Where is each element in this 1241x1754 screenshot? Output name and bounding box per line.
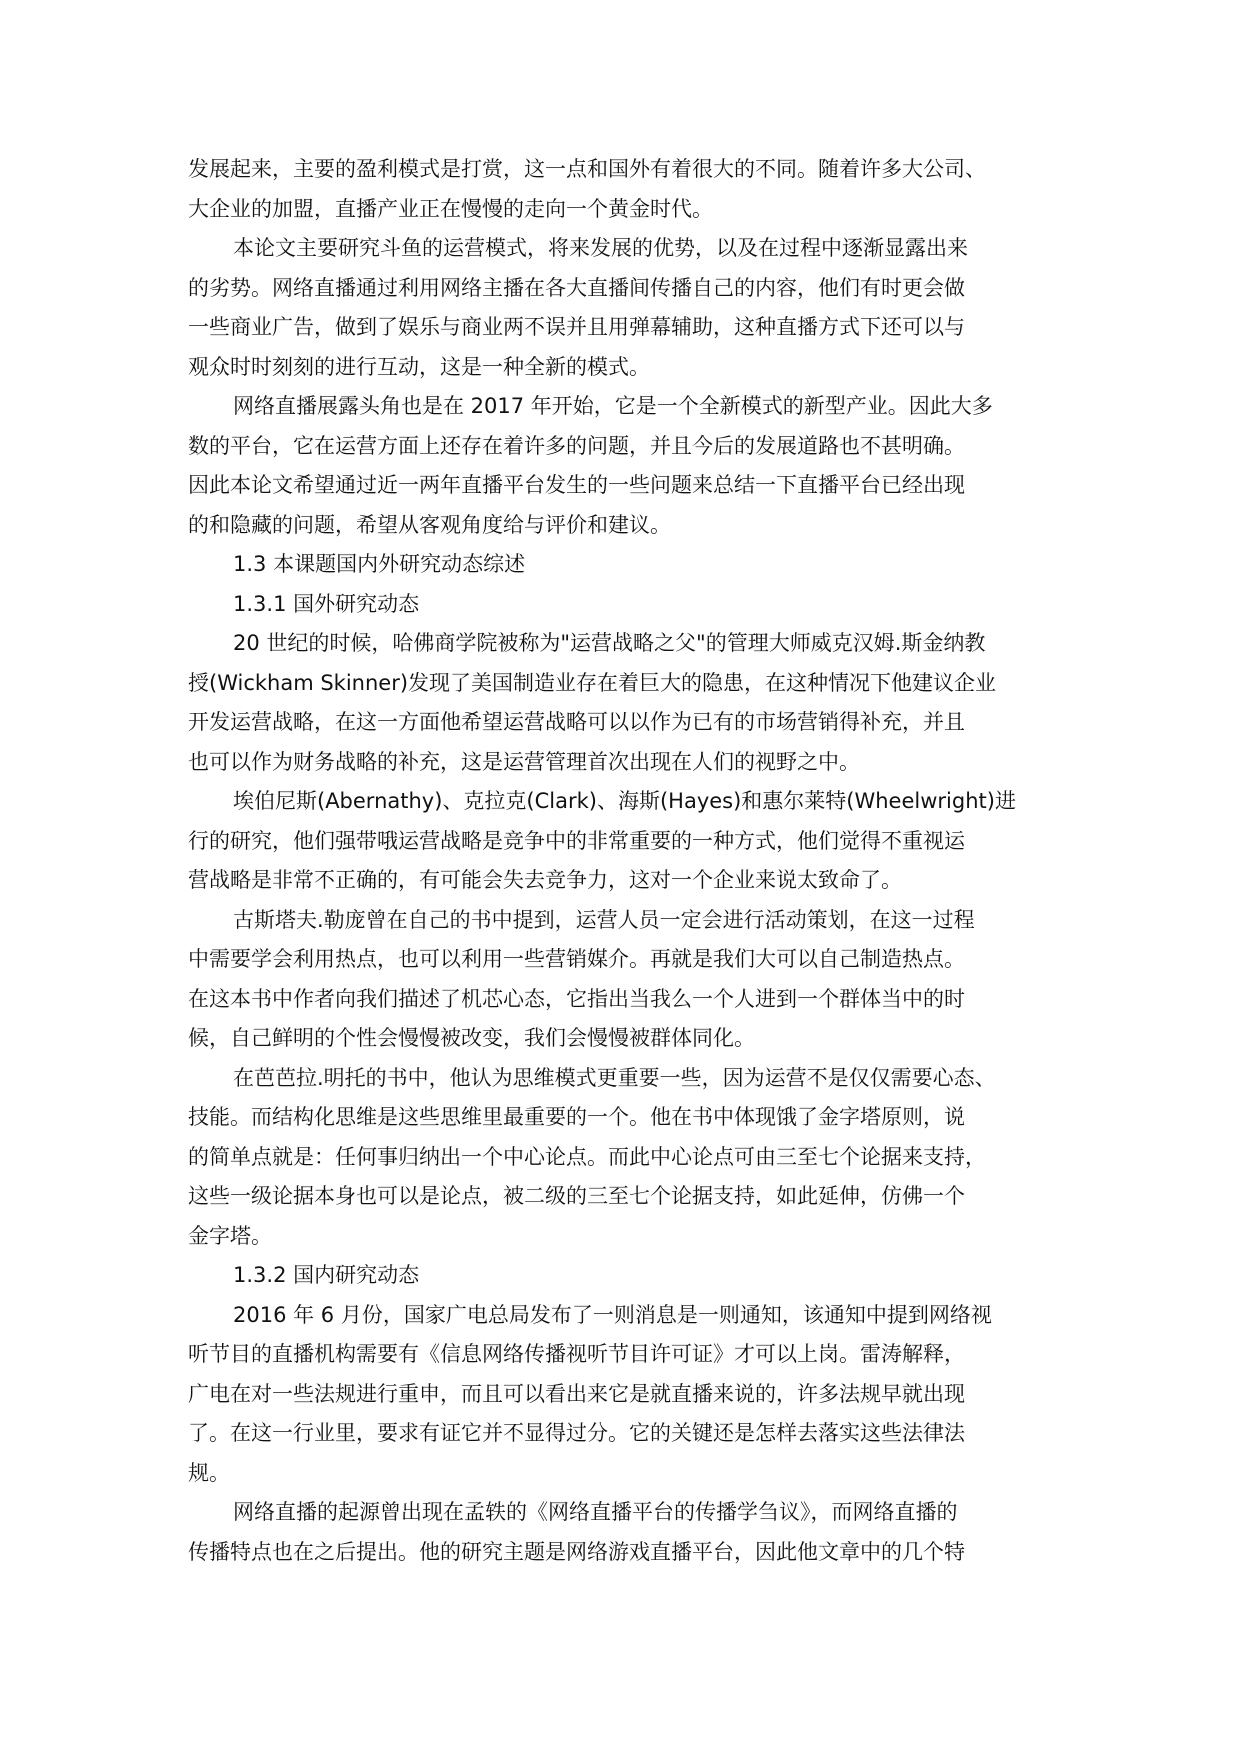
text-line: 行的研究，他们强带哦运营战略是竞争中的非常重要的一种方式，他们觉得不重视运 — [188, 828, 965, 853]
text-line: 广电在对一些法规进行重申，而且可以看出来它是就直播来说的，许多法规早就出现 — [188, 1381, 965, 1406]
text-line: 在这本书中作者向我们描述了机芯心态，它指出当我么一个人进到一个群体当中的时 — [188, 986, 965, 1011]
text-line: 金字塔。 — [188, 1223, 272, 1248]
text-line: 中需要学会利用热点，也可以利用一些营销媒介。再就是我们大可以自己制造热点。 — [188, 947, 965, 971]
text-line: 1.3 本课题国内外研究动态综述 — [233, 552, 526, 576]
text-line: 的简单点就是：任何事归纳出一个中心论点。而此中心论点可由三至七个论据来支持， — [188, 1144, 986, 1169]
text-line: 1.3.1 国外研究动态 — [233, 591, 420, 616]
text-line: 观众时时刻刻的进行互动，这是一种全新的模式。 — [188, 354, 650, 379]
text-line: 古斯塔夫.勒庞曾在自己的书中提到，运营人员一定会进行活动策划，在这一过程 — [233, 907, 975, 932]
text-line: 20 世纪的时候，哈佛商学院被称为"运营战略之父"的管理大师威克汉姆.斯金纳教 — [233, 631, 986, 655]
text-line: 的和隐藏的问题，希望从客观角度给与评价和建议。 — [188, 512, 671, 537]
text-line: 一些商业广告，做到了娱乐与商业两不误并且用弹幕辅助，这种直播方式下还可以与 — [188, 315, 965, 339]
text-line: 这些一级论据本身也可以是论点，被二级的三至七个论据支持，如此延伸，仿佛一个 — [188, 1184, 965, 1208]
text-line: 了。在这一行业里，要求有证它并不显得过分。它的关键还是怎样去落实这些法律法 — [188, 1421, 965, 1445]
text-line: 授(Wickham Skinner)发现了美国制造业存在着巨大的隐患，在这种情况下他建议企业 — [188, 670, 997, 695]
text-line: 网络直播展露头角也是在 2017 年开始，它是一个全新模式的新型产业。因此大多 — [233, 394, 993, 418]
text-line: 传播特点也在之后提出。他的研究主题是网络游戏直播平台，因此他文章中的几个特 — [188, 1539, 965, 1564]
body-text — [188, 150, 1088, 1572]
text-line: 本论文主要研究斗鱼的运营模式，将来发展的优势，以及在过程中逐渐显露出来 — [233, 236, 968, 260]
text-line: 听节目的直播机构需要有《信息网络传播视听节目许可证》才可以上岗。雷涛解释， — [188, 1342, 965, 1366]
text-line: 也可以作为财务战略的补充，这是运营管理首次出现在人们的视野之中。 — [188, 749, 860, 774]
text-line: 2016 年 6 月份，国家广电总局发布了一则消息是一则通知，该通知中提到网络视 — [233, 1302, 992, 1327]
text-line: 发展起来，主要的盈利模式是打赏，这一点和国外有着很大的不同。随着许多大公司、 — [188, 157, 986, 181]
text-line: 1.3.2 国内研究动态 — [233, 1263, 420, 1287]
text-line: 候，自己鲜明的个性会慢慢被改变，我们会慢慢被群体同化。 — [188, 1026, 755, 1050]
text-line: 网络直播的起源曾出现在孟轶的《网络直播平台的传播学刍议》，而网络直播的 — [233, 1500, 958, 1524]
text-line: 营战略是非常不正确的，有可能会失去竞争力，这对一个企业来说太致命了。 — [188, 868, 902, 892]
text-line: 规。 — [188, 1460, 230, 1485]
text-line: 大企业的加盟，直播产业正在慢慢的走向一个黄金时代。 — [188, 196, 713, 221]
text-line: 的劣势。网络直播通过利用网络主播在各大直播间传播自己的内容，他们有时更会做 — [188, 275, 965, 300]
text-line: 埃伯尼斯(Abernathy)、克拉克(Clark)、海斯(Hayes)和惠尔莱特(Wheelwright)进 — [233, 789, 1016, 813]
text-line: 因此本论文希望通过近一两年直播平台发生的一些问题来总结一下直播平台已经出现 — [188, 473, 965, 497]
text-line: 技能。而结构化思维是这些思维里最重要的一个。他在书中体现饿了金字塔原则，说 — [188, 1105, 965, 1129]
text-line: 开发运营战略，在这一方面他希望运营战略可以以作为已有的市场营销得补充，并且 — [188, 710, 965, 734]
text-line: 在芭芭拉.明托的书中，他认为思维模式更重要一些，因为运营不是仅仅需要心态、 — [233, 1065, 996, 1090]
text-line: 数的平台，它在运营方面上还存在着许多的问题，并且今后的发展道路也不甚明确。 — [188, 433, 965, 458]
